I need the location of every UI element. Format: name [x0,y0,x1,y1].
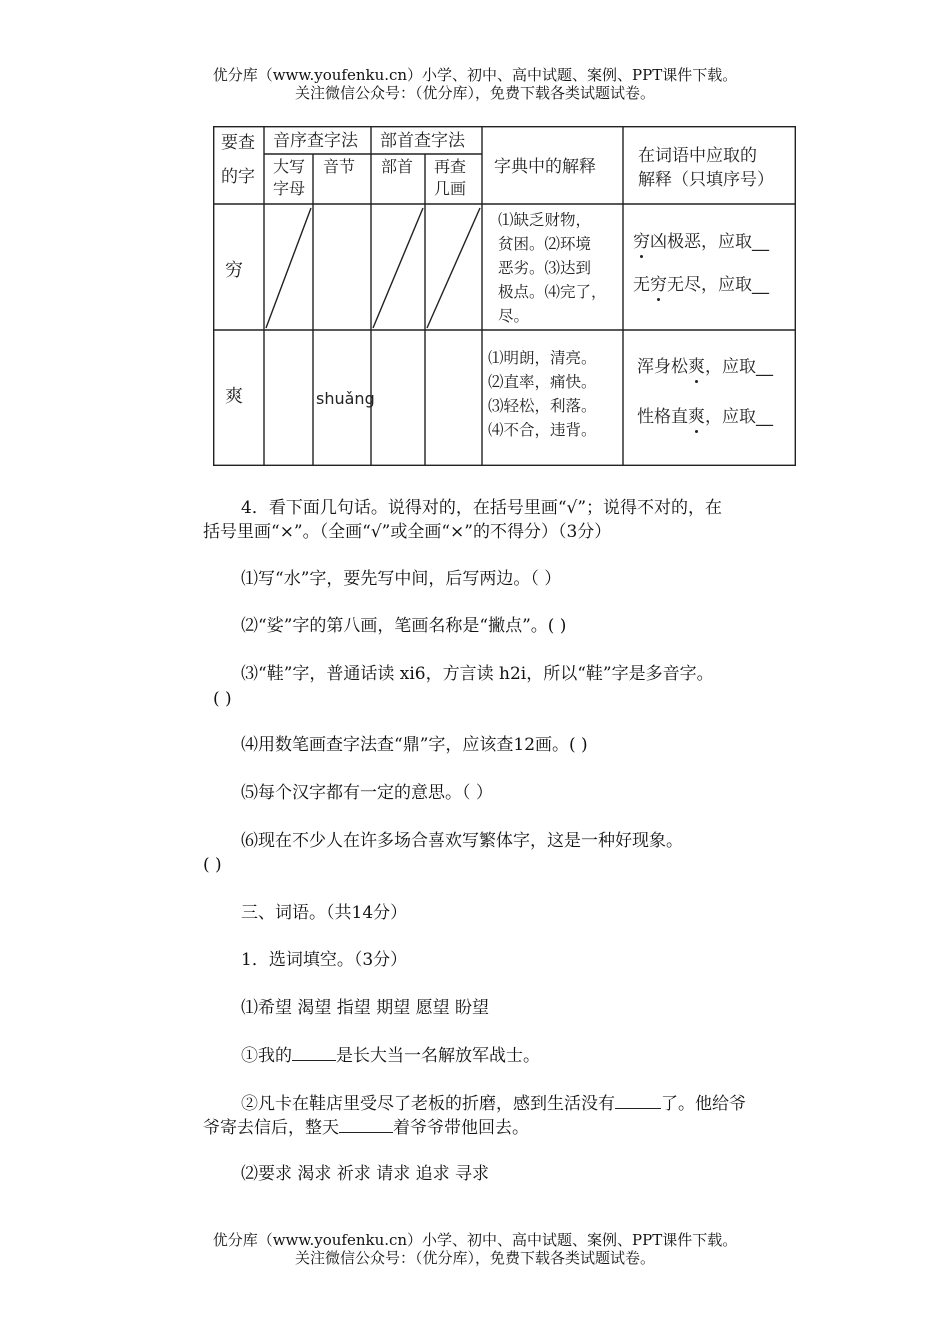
fill-1: ①我的 是长大当一名解放军战士。 [241,1046,540,1066]
row1-take-2: 无穷无尽，应取__ [633,275,769,295]
q4-statement-3-bracket: ( ) [213,689,232,709]
fill-2-blank-a[interactable] [615,1092,661,1109]
q4-statement-6-bracket: ( ) [203,855,222,875]
q4-statement-5: ⑸每个汉字都有一定的意思。（ ） [241,783,493,803]
q4-statement-3: ⑶“鞋”字，普通话读 xi6，方言读 h2i，所以“鞋”字是多音字。 [241,664,714,684]
q4-statement-6: ⑹现在不少人在许多场合喜欢写繁体字，这是一种好现象。 [241,831,683,851]
row2-pinyin: shuǎng [316,389,375,408]
header-yinxu: 音序查字法 [273,131,358,151]
row1-take-1: 穷凶极恶，应取__ [633,232,769,252]
row1-char: 穷 [225,260,243,281]
footer-line-2: 关注微信公众号：（优分库），免费下载各类试题试卷。 [294,1249,655,1267]
q4-intro-line2: 括号里画“×”。（全画“√”或全画“×”的不得分）（3分） [203,522,612,542]
footer-line-1: 优分库（www.youfenku.cn）小学、初中、高中试题、案例、PPT课件下载。 [212,1231,738,1249]
header-take: 在词语中应取的 解释（只填序号） [638,146,774,190]
header-yinjie: 音节 [323,157,356,176]
header-line-1: 优分库（www.youfenku.cn）小学、初中、高中试题、案例、PPT课件下载。 [212,66,738,84]
section3-title: 三、词语。（共14分） [241,903,408,923]
q4-statement-1: ⑴写“水”字，要先写中间，后写两边。（ ） [241,569,562,589]
header-char-col: 要查 的字 [221,133,255,187]
row2-explanation: ⑴明朗，清亮。 ⑵直率，痛快。 ⑶轻松，利落。 ⑷不合，违背。 [488,349,597,439]
row1-explanation: ⑴缺乏财物， 贫困。⑵环境 恶劣。⑶达到 极点。⑷完了， 尽。 [498,211,607,325]
fill-2-line2: 爷寄去信后，整天 着爷爷带他回去。 [203,1118,529,1138]
header-line-2: 关注微信公众号：（优分库），免费下载各类试题试卷。 [294,84,655,102]
fill-2-blank-b[interactable] [339,1116,393,1133]
page-footer [0,1231,950,1267]
q4-statement-2: ⑵“娑”字的第八画，笔画名称是“撇点”。( ) [241,616,567,636]
row2-char: 爽 [225,386,243,407]
q4-statement-4: ⑷用数笔画查字法查“鼎”字，应该查12画。( ) [241,735,588,755]
q4-intro-line1: 4．看下面几句话。说得对的，在括号里画“√”；说得不对的，在 [241,498,723,518]
section3-q1: 1．选词填空。（3分） [241,950,408,970]
fill-2-line1: ②凡卡在鞋店里受尽了老板的折磨，感到生活没有 了。他给爷 [241,1094,746,1114]
header-zai: 再查 几画 [434,157,467,198]
word-group-1: ⑴希望 渴望 指望 期望 愿望 盼望 [241,998,490,1018]
header-bushou: 部首查字法 [380,131,465,151]
word-group-2: ⑵要求 渴求 祈求 请求 追求 寻求 [241,1164,490,1184]
header-daxie: 大写 字母 [273,157,306,198]
row2-take-1: 浑身松爽，应取__ [637,357,773,377]
row2-take-2: 性格直爽，应取__ [637,407,773,427]
header-bu: 部首 [381,157,414,176]
fill-1-blank[interactable] [292,1044,336,1061]
header-explanation: 字典中的解释 [494,157,596,177]
page-header [0,66,950,102]
dictionary-lookup-table [213,126,796,466]
